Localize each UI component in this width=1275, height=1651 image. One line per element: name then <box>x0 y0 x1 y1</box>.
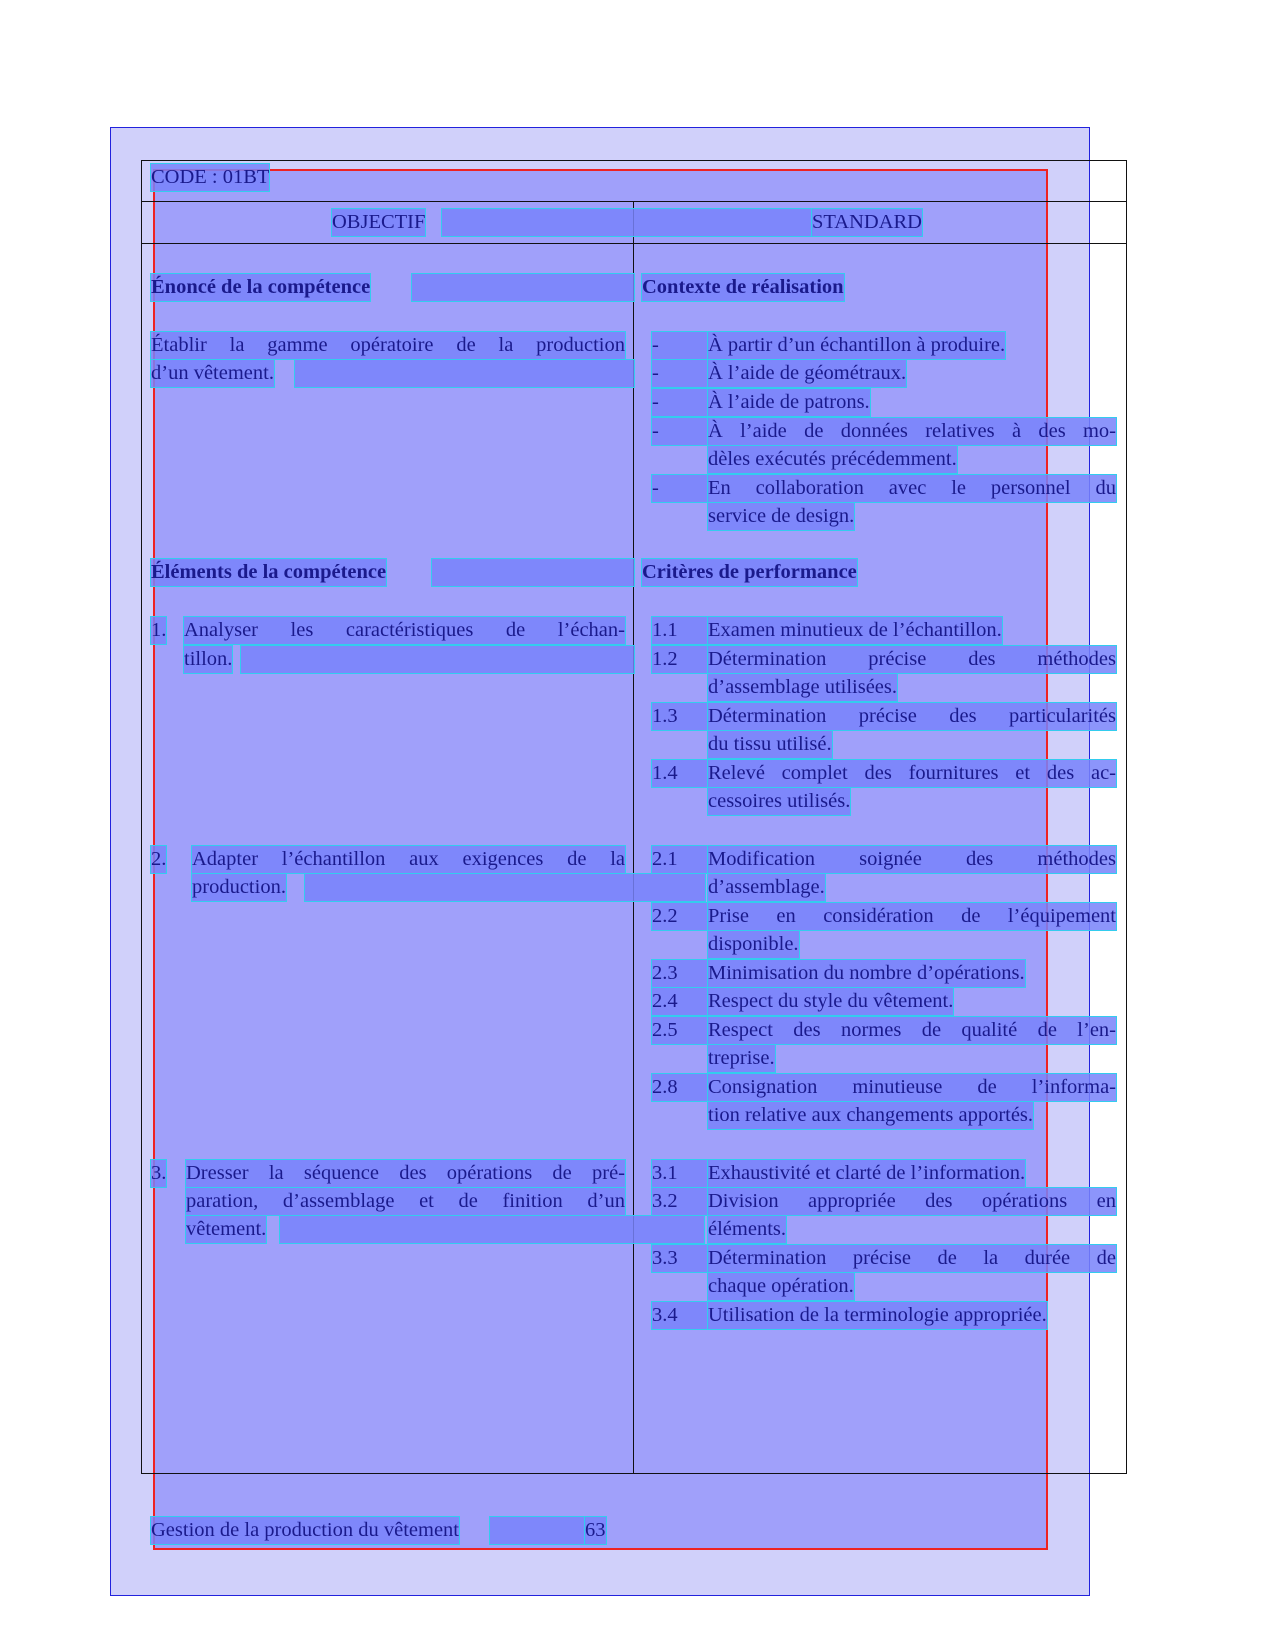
table-border-left <box>141 160 142 1473</box>
critere-2-8-text-1: Consignation minutieuse de l’informa- <box>708 1074 1116 1101</box>
element-3-text-2: paration, d’assemblage et de finition d’un <box>186 1188 625 1215</box>
enonce-line <box>151 332 625 359</box>
contexte-item-4-line-1: À l’aide de données relatives à des mo- <box>708 418 1116 445</box>
element-2-line-2-bar <box>305 874 705 901</box>
element-2-number: 2. <box>151 846 166 873</box>
contexte-item-5-line-2: service de design. <box>708 503 854 530</box>
enonce-title: Énoncé de la compétence <box>151 274 370 301</box>
critere-3-4-text: Utilisation de la terminologie appropriée. <box>708 1302 1047 1329</box>
table-border-right <box>1126 160 1127 1473</box>
critere-1-1-number: 1.1 <box>652 617 708 644</box>
critere-1-3-number: 1.3 <box>652 703 708 730</box>
critere-1-2-text-2: d’assemblage utilisées. <box>708 674 897 701</box>
enonce-line-2-bar <box>295 360 634 387</box>
critere-1-4-number: 1.4 <box>652 760 708 787</box>
table-border-bottom <box>141 1473 1127 1474</box>
critere-3-2-number: 3.2 <box>652 1188 708 1215</box>
contexte-item-3: À l’aide de patrons. <box>708 389 870 416</box>
element-3-text-3: vêtement. <box>186 1216 266 1243</box>
critere-1-3-text-2: du tissu utilisé. <box>708 731 832 758</box>
element-1-text-2: tillon. <box>184 646 232 673</box>
table-border-top <box>141 160 1127 161</box>
table-border-columns-bottom <box>141 243 1127 244</box>
critere-2-3-text: Minimisation du nombre d’opérations. <box>708 960 1025 987</box>
element-2-text-1: Adapter l’échantillon aux exigences de la <box>192 846 625 873</box>
element-3-number: 3. <box>151 1160 166 1187</box>
critere-3-3-number: 3.3 <box>652 1245 708 1272</box>
element-1-number: 1. <box>151 617 166 644</box>
element-1-line-2-bar <box>241 646 634 673</box>
enonce-text-2: d’un vêtement. <box>151 360 274 387</box>
enonce-title-bar <box>412 274 634 301</box>
footer-title: Gestion de la production du vêtement <box>151 1517 459 1544</box>
critere-2-8-number: 2.8 <box>652 1074 708 1101</box>
contexte-title: Contexte de réalisation <box>642 274 844 301</box>
critere-2-2-text-1: Prise en considération de l’équipement <box>708 903 1116 930</box>
contexte-bullet-3: - <box>652 389 708 416</box>
critere-1-2-number: 1.2 <box>652 646 708 673</box>
critere-2-3-number: 2.3 <box>652 960 708 987</box>
critere-2-4-text: Respect du style du vêtement. <box>708 988 953 1015</box>
critere-1-1-text: Examen minutieux de l’échantillon. <box>708 617 1002 644</box>
footer-page-number: 63 <box>585 1517 606 1544</box>
table-border-middle <box>633 201 634 1473</box>
footer-gap <box>490 1517 585 1544</box>
critere-3-1-text: Exhaustivité et clarté de l’information. <box>708 1160 1025 1187</box>
element-3-text-1: Dresser la séquence des opérations de pré- <box>186 1160 625 1187</box>
critere-1-4-text-2: cessoires utilisés. <box>708 788 850 815</box>
critere-2-8-text-2: tion relative aux changements apportés. <box>708 1102 1033 1129</box>
critere-2-4-number: 2.4 <box>652 988 708 1015</box>
critere-2-2-text-2: disponible. <box>708 931 799 958</box>
critere-3-2-text-1: Division appropriée des opérations en <box>708 1188 1116 1215</box>
contexte-item-2: À l’aide de géométraux. <box>708 360 906 387</box>
critere-2-5-text-2: treprise. <box>708 1045 775 1072</box>
critere-2-5-number: 2.5 <box>652 1017 708 1044</box>
elements-title: Éléments de la compétence <box>151 559 386 586</box>
contexte-item-4-line-2: dèles exécutés précédemment. <box>708 446 957 473</box>
critere-3-3-text-2: chaque opération. <box>708 1273 854 1300</box>
column-header-gap <box>442 209 812 236</box>
contexte-item-1: À partir d’un échantillon à produire. <box>708 332 1005 359</box>
contexte-bullet-1: - <box>652 332 708 359</box>
enonce-text-1: Établir la gamme opératoire de la production <box>151 332 625 359</box>
critere-2-2-number: 2.2 <box>652 903 708 930</box>
contexte-bullet-2: - <box>652 360 708 387</box>
column-header-objectif: OBJECTIF <box>332 209 425 236</box>
element-1-text-1: Analyser les caractéristiques de l’échan- <box>184 617 625 644</box>
element-3-line-3-bar <box>280 1216 704 1243</box>
elements-title-bar <box>432 559 634 586</box>
critere-3-1-number: 3.1 <box>652 1160 708 1187</box>
contexte-bullet-5: - <box>652 475 708 502</box>
contexte-bullet-4: - <box>652 418 708 445</box>
critere-1-4-text-1: Relevé complet des fournitures et des ac- <box>708 760 1116 787</box>
contexte-item-5-line-1: En collaboration avec le personnel du <box>708 475 1116 502</box>
criteres-title: Critères de performance <box>642 559 857 586</box>
critere-2-1-text-1: Modification soignée des méthodes <box>708 846 1116 873</box>
critere-2-1-number: 2.1 <box>652 846 708 873</box>
critere-2-1-text-2: d’assemblage. <box>708 874 825 901</box>
critere-2-5-text-1: Respect des normes de qualité de l’en- <box>708 1017 1116 1044</box>
table-border-header-bottom <box>141 201 1127 202</box>
critere-3-4-number: 3.4 <box>652 1302 708 1329</box>
critere-3-3-text-1: Détermination précise de la durée de <box>708 1245 1116 1272</box>
element-2-text-2: production. <box>192 874 286 901</box>
critere-1-2-text-1: Détermination précise des méthodes <box>708 646 1116 673</box>
column-header-standard: STANDARD <box>812 209 922 236</box>
critere-3-2-text-2: éléments. <box>708 1216 786 1243</box>
critere-1-3-text-1: Détermination précise des particularités <box>708 703 1116 730</box>
code-label: CODE : 01BT <box>151 164 269 191</box>
